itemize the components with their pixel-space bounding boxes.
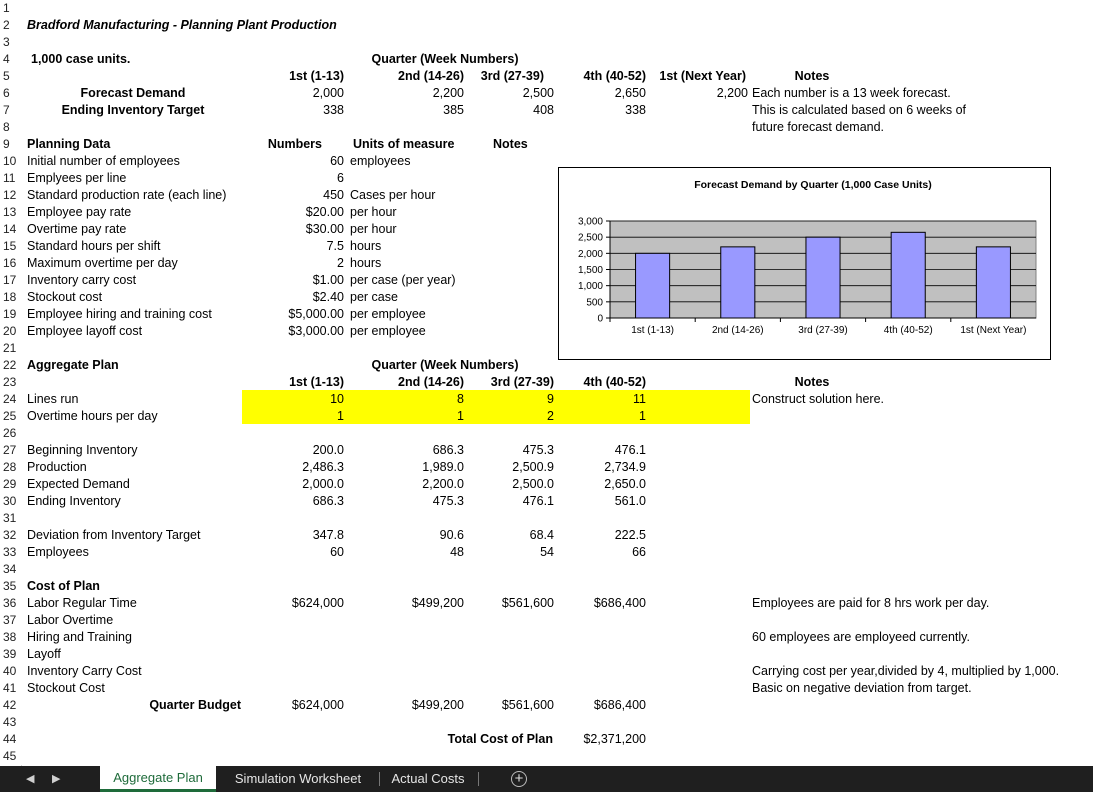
planning-col-numbers[interactable]: Numbers [267,137,322,151]
labor-regular-value[interactable]: $499,200 [411,596,464,610]
aggregate-row-value[interactable]: 68.4 [529,528,554,542]
lines-run-input[interactable]: 10 [330,392,344,406]
planning-unit[interactable]: per employee [350,324,426,338]
planning-label[interactable]: Maximum overtime per day [27,256,178,270]
row-number[interactable]: 33 [0,544,22,561]
chart-y-tick-label: 1,500 [577,265,603,276]
row-number[interactable]: 4 [0,51,22,68]
labor-regular-value[interactable]: $561,600 [501,596,554,610]
planning-unit[interactable]: per case (per year) [350,273,456,287]
row-number[interactable]: 14 [0,221,22,238]
quarter-budget-value[interactable]: $499,200 [411,698,464,712]
row-number[interactable]: 40 [0,663,22,680]
row-number[interactable]: 39 [0,646,22,663]
planning-label[interactable]: Stockout cost [27,290,103,304]
aggregate-row-value[interactable]: 48 [450,545,464,559]
forecast-value[interactable]: 2,500 [522,86,554,100]
row-number[interactable]: 45 [0,748,22,765]
quarter-col-4[interactable]: 4th (40-52) [583,69,646,83]
aggregate-row-value[interactable]: 347.8 [312,528,344,542]
forecast-value[interactable]: 2,650 [614,86,646,100]
planning-unit[interactable]: hours [350,239,382,253]
aggregate-row-value[interactable]: 2,000.0 [302,477,344,491]
row-number[interactable]: 38 [0,629,22,646]
chart-bar [891,232,925,318]
planning-label[interactable]: Emplyees per line [27,171,127,185]
row-number[interactable]: 24 [0,391,22,408]
chart-svg [559,168,1052,361]
chart-y-tick-label: 3,000 [577,216,603,228]
planning-value[interactable]: $30.00 [305,222,344,236]
aggregate-notes-header[interactable]: Notes [794,375,830,389]
aggregate-row-value[interactable]: 686.3 [312,494,344,508]
planning-value[interactable]: 450 [323,188,344,202]
row-number[interactable]: 22 [0,357,22,374]
aggregate-row-value[interactable]: 475.3 [432,494,464,508]
row-number[interactable]: 28 [0,459,22,476]
forecast-value[interactable]: 2,000 [312,86,344,100]
aggregate-row-label[interactable]: Employees [27,545,89,559]
aggregate-row-value[interactable]: 2,486.3 [302,460,344,474]
tab-aggregate-plan[interactable]: Aggregate Plan [100,766,216,792]
labor-regular-note[interactable]: Employees are paid for 8 hrs work per day. [752,596,990,610]
labor-regular-value[interactable]: $624,000 [291,596,344,610]
planning-unit[interactable]: hours [350,256,382,270]
aggregate-quarter-col-1[interactable]: 1st (1-13) [289,375,344,389]
row-number[interactable]: 29 [0,476,22,493]
planning-unit[interactable]: Cases per hour [350,188,436,202]
chart-bar [976,247,1010,318]
aggregate-row-value[interactable]: 222.5 [614,528,646,542]
chart-y-tick-label: 1,000 [577,281,603,293]
stockout-label[interactable]: Stockout Cost [27,681,105,695]
aggregate-row-value[interactable]: 2,500.9 [512,460,554,474]
ending-target-note-2[interactable]: future forecast demand. [752,120,885,134]
chart-x-tick-label: 1st (Next Year) [960,325,1027,336]
row-number[interactable]: 10 [0,153,22,170]
quarter-budget-label[interactable]: Quarter Budget [149,698,241,712]
forecast-demand-chart[interactable] [558,167,1051,360]
row-number[interactable]: 2 [0,17,22,34]
planning-value[interactable]: 7.5 [326,239,344,253]
planning-label[interactable]: Standard hours per shift [27,239,161,253]
row-number[interactable]: 13 [0,204,22,221]
lines-run-input[interactable]: 11 [633,392,646,406]
planning-unit[interactable]: per hour [350,222,397,236]
planning-value[interactable]: $1.00 [312,273,344,287]
quarter-budget-value[interactable]: $561,600 [501,698,554,712]
row-number[interactable]: 7 [0,102,22,119]
row-number[interactable]: 44 [0,731,22,748]
chart-title: Forecast Demand by Quarter (1,000 Case Units) [694,179,932,191]
chart-y-tick-label: 0 [597,313,603,325]
cost-header[interactable]: Cost of Plan [27,579,100,593]
quarter-col-5[interactable]: 1st (Next Year) [659,69,746,83]
forecast-value[interactable]: 2,200 [432,86,464,100]
aggregate-row-value[interactable]: 1,989.0 [422,460,464,474]
row-number[interactable]: 19 [0,306,22,323]
row-number[interactable]: 20 [0,323,22,340]
inventory-carry-label[interactable]: Inventory Carry Cost [27,664,142,678]
planning-unit[interactable]: per case [350,290,398,304]
aggregate-row-label[interactable]: Production [27,460,87,474]
quarter-header[interactable]: Quarter (Week Numbers) [371,52,519,66]
labor-regular-value[interactable]: $686,400 [593,596,646,610]
total-cost-label[interactable]: Total Cost of Plan [447,732,553,746]
next-sheet-icon[interactable]: ▶ [52,773,61,785]
chart-x-tick-label: 1st (1-13) [631,325,674,336]
planning-header[interactable]: Planning Data [27,137,111,151]
planning-unit[interactable]: per hour [350,205,397,219]
planning-value[interactable]: 2 [337,256,344,270]
aggregate-row-label[interactable]: Ending Inventory [27,494,121,508]
row-number[interactable]: 26 [0,425,22,442]
aggregate-row-value[interactable]: 2,734.9 [604,460,646,474]
aggregate-row-value[interactable]: 2,650.0 [604,477,646,491]
labor-overtime-label[interactable]: Labor Overtime [27,613,114,627]
row-number[interactable]: 12 [0,187,22,204]
row-number[interactable]: 6 [0,85,22,102]
quarter-budget-value[interactable]: $624,000 [291,698,344,712]
chart-y-tick-label: 500 [586,297,603,309]
planning-label[interactable]: Employee hiring and training cost [27,307,212,321]
planning-unit[interactable]: per employee [350,307,426,321]
aggregate-row-label[interactable]: Expected Demand [27,477,130,491]
units-label[interactable]: 1,000 case units. [31,52,131,66]
chart-x-tick-label: 2nd (14-26) [711,325,764,336]
aggregate-row-value[interactable]: 2,500.0 [512,477,554,491]
chart-x-tick-label: 4th (40-52) [883,325,933,336]
row-number[interactable]: 21 [0,340,22,357]
row-number[interactable]: 18 [0,289,22,306]
planning-value[interactable]: $3,000.00 [288,324,344,338]
prev-sheet-icon[interactable]: ◀ [26,773,35,785]
aggregate-quarter-col-4[interactable]: 4th (40-52) [583,375,646,389]
chart-y-tick-label: 2,500 [577,232,603,244]
tab-separator [379,772,380,786]
sheet-title[interactable]: Bradford Manufacturing - Planning Plant Production [27,18,337,32]
lines-run-label[interactable]: Lines run [27,392,79,406]
row-number[interactable]: 36 [0,595,22,612]
chart-bar [721,247,755,318]
row-number[interactable]: 35 [0,578,22,595]
sheet-tab-bar [0,766,1093,792]
forecast-label[interactable]: Forecast Demand [80,86,186,100]
planning-value[interactable]: 6 [337,171,344,185]
planning-label[interactable]: Employee pay rate [27,205,132,219]
aggregate-row-value[interactable]: 54 [540,545,554,559]
add-sheet-icon[interactable]: + [511,771,527,787]
row-number[interactable]: 11 [0,170,22,187]
tab-simulation-worksheet[interactable]: Simulation Worksheet [234,771,362,786]
quarter-col-1[interactable]: 1st (1-13) [289,69,344,83]
planning-value[interactable]: 60 [330,154,344,168]
planning-value[interactable]: $2.40 [312,290,344,304]
row-number[interactable]: 25 [0,408,22,425]
planning-label[interactable]: Standard production rate (each line) [27,188,227,202]
aggregate-header[interactable]: Aggregate Plan [27,358,119,372]
aggregate-row-value[interactable]: 66 [632,545,646,559]
row-number[interactable]: 27 [0,442,22,459]
row-number[interactable]: 23 [0,374,22,391]
total-cost-value[interactable]: $2,371,200 [583,732,646,746]
aggregate-quarter-col-3[interactable]: 3rd (27-39) [490,375,554,389]
chart-bar [806,237,840,318]
quarter-budget-value[interactable]: $686,400 [593,698,646,712]
stockout-note[interactable]: Basic on negative deviation from target. [752,681,972,695]
row-number[interactable]: 3 [0,34,22,51]
row-number[interactable]: 41 [0,680,22,697]
row-number[interactable]: 9 [0,136,22,153]
aggregate-row-value[interactable]: 475.3 [522,443,554,457]
planning-label[interactable]: Initial number of employees [27,154,180,168]
forecast-note[interactable]: Each number is a 13 week forecast. [752,86,951,100]
overtime-label[interactable]: Overtime hours per day [27,409,158,423]
ending-target-value[interactable]: 385 [443,103,464,117]
row-number[interactable]: 42 [0,697,22,714]
planning-col-notes[interactable]: Notes [493,137,528,151]
labor-regular-label[interactable]: Labor Regular Time [27,596,137,610]
aggregate-row-value[interactable]: 200.0 [312,443,344,457]
hiring-label[interactable]: Hiring and Training [27,630,132,644]
aggregate-row-value[interactable]: 561.0 [614,494,646,508]
row-number[interactable]: 43 [0,714,22,731]
aggregate-row-label[interactable]: Deviation from Inventory Target [27,528,201,542]
tab-separator [478,772,479,786]
row-number[interactable]: 17 [0,272,22,289]
planning-label[interactable]: Inventory carry cost [27,273,137,287]
layoff-label[interactable]: Layoff [27,647,61,661]
aggregate-quarter-col-2[interactable]: 2nd (14-26) [398,375,464,389]
planning-label[interactable]: Overtime pay rate [27,222,127,236]
aggregate-row-value[interactable]: 2,200.0 [422,477,464,491]
row-number[interactable]: 30 [0,493,22,510]
ending-target-value[interactable]: 338 [625,103,646,117]
aggregate-row-value[interactable]: 686.3 [432,443,464,457]
aggregate-row-value[interactable]: 90.6 [439,528,464,542]
planning-value[interactable]: $5,000.00 [288,307,344,321]
quarter-col-2[interactable]: 2nd (14-26) [398,69,464,83]
chart-bar [636,253,670,318]
row-number[interactable]: 8 [0,119,22,136]
overtime-input[interactable]: 1 [639,409,646,423]
chart-y-tick-label: 2,000 [577,248,603,260]
overtime-input[interactable]: 1 [457,409,464,423]
row-number[interactable]: 1 [0,0,22,17]
hiring-note[interactable]: 60 employees are employeed currently. [752,630,970,644]
row-number[interactable]: 16 [0,255,22,272]
tab-actual-costs[interactable]: Actual Costs [391,771,465,786]
aggregate-quarter-header[interactable]: Quarter (Week Numbers) [371,358,519,372]
overtime-input[interactable]: 1 [337,409,344,423]
row-number[interactable]: 5 [0,68,22,85]
construct-note[interactable]: Construct solution here. [752,392,885,406]
row-number[interactable]: 37 [0,612,22,629]
planning-value[interactable]: $20.00 [305,205,344,219]
planning-label[interactable]: Employee layoff cost [27,324,143,338]
notes-header[interactable]: Notes [794,69,830,83]
chart-x-tick-label: 3rd (27-39) [798,325,848,336]
inventory-carry-note[interactable]: Carrying cost per year,divided by 4, multiplied by 1,000. [752,664,1060,678]
row-number[interactable]: 34 [0,561,22,578]
row-number[interactable]: 15 [0,238,22,255]
ending-target-note[interactable]: This is calculated based on 6 weeks of [752,103,967,117]
row-number[interactable]: 32 [0,527,22,544]
planning-col-units[interactable]: Units of measure [353,137,455,151]
planning-unit[interactable]: employees [350,154,411,168]
lines-run-input[interactable]: 8 [457,392,464,406]
row-number[interactable]: 31 [0,510,22,527]
aggregate-row-value[interactable]: 60 [330,545,344,559]
overtime-input[interactable]: 2 [547,409,554,423]
lines-run-input[interactable]: 9 [547,392,554,406]
ending-target-value[interactable]: 338 [323,103,344,117]
ending-target-label[interactable]: Ending Inventory Target [61,103,205,117]
quarter-col-3[interactable]: 3rd (27-39) [480,69,544,83]
aggregate-row-value[interactable]: 476.1 [614,443,646,457]
ending-target-value[interactable]: 408 [533,103,554,117]
aggregate-row-value[interactable]: 476.1 [522,494,554,508]
forecast-value[interactable]: 2,200 [716,86,748,100]
aggregate-row-label[interactable]: Beginning Inventory [27,443,138,457]
